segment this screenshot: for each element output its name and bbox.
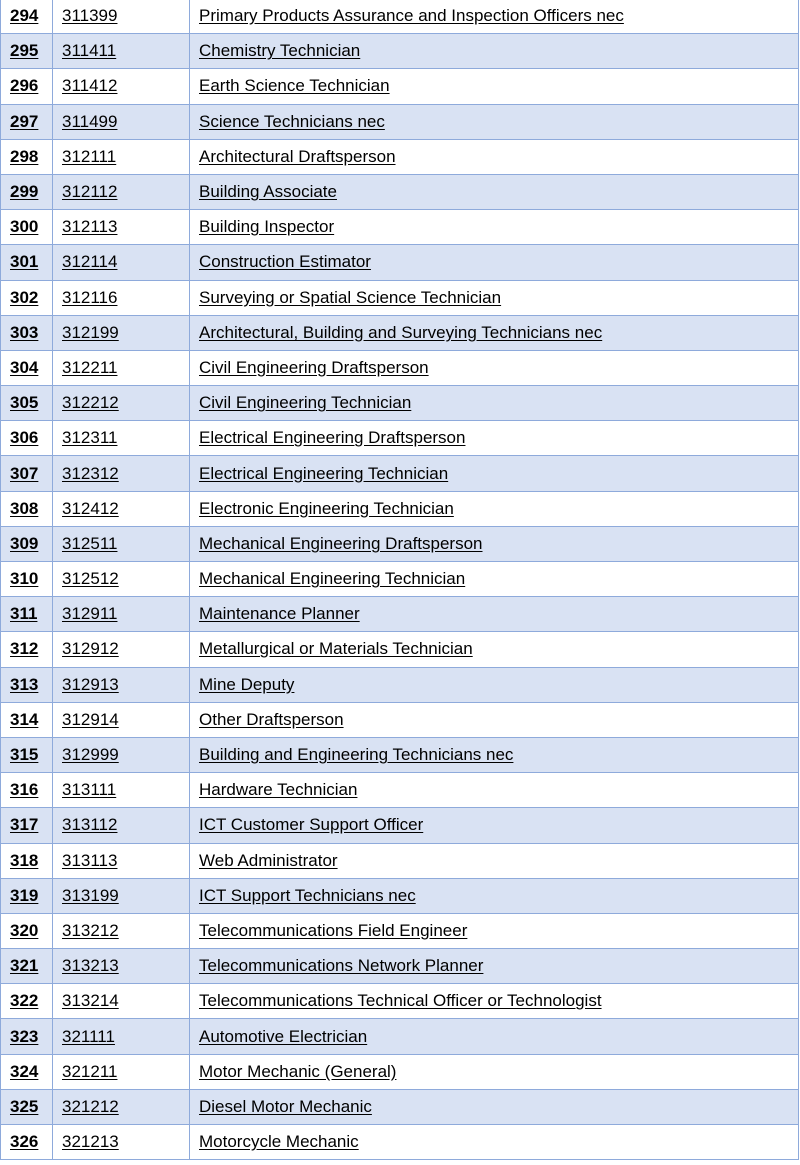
name-cell (190, 280, 799, 315)
code-cell (53, 491, 190, 526)
occupation-name-link[interactable]: Primary Products Assurance and Inspection Officers nec (199, 6, 624, 26)
code-cell (53, 702, 190, 737)
code-cell (53, 737, 190, 772)
name-cell (190, 949, 799, 984)
occupation-name-link[interactable]: Motor Mechanic (General) (199, 1061, 397, 1081)
num-cell (1, 632, 53, 667)
code-cell (53, 386, 190, 421)
table-row (1, 773, 799, 808)
occupation-code-link[interactable]: 313213 (62, 956, 119, 976)
table-row (1, 491, 799, 526)
name-cell (190, 139, 799, 174)
row-number[interactable]: 325 (10, 1096, 39, 1116)
row-number[interactable]: 317 (10, 815, 39, 835)
table-row (1, 843, 799, 878)
table-row (1, 667, 799, 702)
occupation-name-link[interactable]: Building and Engineering Technicians nec (199, 745, 514, 765)
name-cell (190, 104, 799, 139)
num-cell (1, 491, 53, 526)
table-row (1, 1054, 799, 1089)
table-row (1, 421, 799, 456)
code-cell (53, 315, 190, 350)
occupation-name-link[interactable]: Maintenance Planner (199, 604, 360, 624)
num-cell (1, 0, 53, 34)
row-number[interactable]: 298 (10, 146, 39, 166)
occupation-name-link[interactable]: Building Associate (199, 182, 337, 202)
row-number[interactable]: 299 (10, 182, 39, 202)
occupation-name-link[interactable]: Telecommunications Technical Officer or Technologist (199, 991, 602, 1011)
num-cell (1, 386, 53, 421)
code-cell (53, 562, 190, 597)
num-cell (1, 456, 53, 491)
code-cell (53, 913, 190, 948)
code-cell (53, 597, 190, 632)
name-cell (190, 562, 799, 597)
num-cell (1, 1125, 53, 1160)
name-cell (190, 808, 799, 843)
row-number[interactable]: 307 (10, 463, 39, 483)
row-number[interactable]: 303 (10, 322, 39, 342)
occupation-code-link[interactable]: 312312 (62, 463, 119, 483)
row-number[interactable]: 314 (10, 709, 39, 729)
num-cell (1, 949, 53, 984)
occupation-code-link[interactable]: 312211 (62, 357, 118, 377)
num-cell (1, 1054, 53, 1089)
name-cell (190, 984, 799, 1019)
occupation-name-link[interactable]: Telecommunications Field Engineer (199, 920, 468, 940)
num-cell (1, 597, 53, 632)
table-row (1, 1089, 799, 1124)
num-cell (1, 1019, 53, 1054)
occupation-code-link[interactable]: 311499 (62, 111, 118, 131)
row-number[interactable]: 313 (10, 674, 39, 694)
occupation-code-link[interactable]: 313111 (62, 780, 117, 800)
name-cell (190, 1054, 799, 1089)
name-cell (190, 1089, 799, 1124)
table-row (1, 386, 799, 421)
occupation-name-link[interactable]: Civil Engineering Technician (199, 393, 412, 413)
row-number[interactable]: 301 (10, 252, 39, 272)
table-row (1, 1019, 799, 1054)
occupation-code-link[interactable]: 311411 (62, 41, 117, 61)
occupation-code-link[interactable]: 321111 (62, 1026, 115, 1046)
num-cell (1, 913, 53, 948)
occupation-code-link[interactable]: 313214 (62, 991, 119, 1011)
num-cell (1, 773, 53, 808)
table-row (1, 984, 799, 1019)
row-number[interactable]: 316 (10, 780, 39, 800)
table-row (1, 350, 799, 385)
occupation-name-link[interactable]: Science Technicians nec (199, 111, 385, 131)
num-cell (1, 280, 53, 315)
code-cell (53, 280, 190, 315)
occupation-name-link[interactable]: Building Inspector (199, 217, 335, 237)
occupation-name-link[interactable]: Construction Estimator (199, 252, 371, 272)
occupation-table-body (1, 0, 799, 1160)
occupation-name-link[interactable]: Mechanical Engineering Draftsperson (199, 533, 483, 553)
occupation-name-link[interactable]: Motorcycle Mechanic (199, 1132, 359, 1152)
code-cell (53, 1019, 190, 1054)
occupation-name-link[interactable]: Automotive Electrician (199, 1026, 368, 1046)
occupation-code-link[interactable]: 312911 (62, 604, 118, 624)
code-cell (53, 808, 190, 843)
row-number[interactable]: 300 (10, 217, 39, 237)
occupation-code-link[interactable]: 311412 (62, 76, 118, 96)
occupation-code-link[interactable]: 312912 (62, 639, 119, 659)
num-cell (1, 69, 53, 104)
occupation-code-link[interactable]: 312914 (62, 709, 119, 729)
num-cell (1, 878, 53, 913)
name-cell (190, 913, 799, 948)
num-cell (1, 526, 53, 561)
code-cell (53, 1054, 190, 1089)
occupation-code-link[interactable]: 313199 (62, 885, 119, 905)
name-cell (190, 421, 799, 456)
name-cell (190, 773, 799, 808)
code-cell (53, 773, 190, 808)
table-row (1, 526, 799, 561)
occupation-code-link[interactable]: 313212 (62, 920, 119, 940)
code-cell (53, 878, 190, 913)
code-cell (53, 34, 190, 69)
row-number[interactable]: 294 (10, 6, 39, 26)
occupation-name-link[interactable]: Architectural, Building and Surveying Technicians nec (199, 322, 603, 342)
num-cell (1, 562, 53, 597)
occupation-name-link[interactable]: ICT Customer Support Officer (199, 815, 424, 835)
table-row (1, 210, 799, 245)
occupation-code-link[interactable]: 312999 (62, 745, 119, 765)
table-row (1, 737, 799, 772)
table-row (1, 174, 799, 209)
row-number[interactable]: 311 (10, 604, 38, 624)
num-cell (1, 139, 53, 174)
occupation-name-link[interactable]: Surveying or Spatial Science Technician (199, 287, 502, 307)
occupation-code-link[interactable]: 312511 (62, 533, 118, 553)
occupation-code-link[interactable]: 321212 (62, 1096, 119, 1116)
code-cell (53, 984, 190, 1019)
num-cell (1, 315, 53, 350)
occupation-name-link[interactable]: Web Administrator (199, 850, 338, 870)
code-cell (53, 139, 190, 174)
code-cell (53, 69, 190, 104)
name-cell (190, 491, 799, 526)
table-row (1, 878, 799, 913)
occupation-code-link[interactable]: 312116 (62, 287, 118, 307)
num-cell (1, 737, 53, 772)
name-cell (190, 456, 799, 491)
row-number[interactable]: 319 (10, 885, 39, 905)
occupation-name-link[interactable]: Electrical Engineering Technician (199, 463, 449, 483)
num-cell (1, 350, 53, 385)
name-cell (190, 1019, 799, 1054)
code-cell (53, 210, 190, 245)
table-row (1, 949, 799, 984)
table-row (1, 245, 799, 280)
code-cell (53, 104, 190, 139)
code-cell (53, 949, 190, 984)
name-cell (190, 350, 799, 385)
occupation-name-link[interactable]: Hardware Technician (199, 780, 358, 800)
row-number[interactable]: 324 (10, 1061, 39, 1081)
occupation-code-link[interactable]: 312412 (62, 498, 119, 518)
occupation-code-link[interactable]: 312199 (62, 322, 119, 342)
code-cell (53, 456, 190, 491)
code-cell (53, 1125, 190, 1160)
num-cell (1, 702, 53, 737)
table-row (1, 702, 799, 737)
row-number[interactable]: 295 (10, 41, 39, 61)
name-cell (190, 245, 799, 280)
row-number[interactable]: 318 (10, 850, 39, 870)
row-number[interactable]: 322 (10, 991, 39, 1011)
occupation-name-link[interactable]: Metallurgical or Materials Technician (199, 639, 473, 659)
name-cell (190, 737, 799, 772)
name-cell (190, 843, 799, 878)
table-row (1, 69, 799, 104)
num-cell (1, 984, 53, 1019)
name-cell (190, 667, 799, 702)
occupation-name-link[interactable]: Other Draftsperson (199, 709, 344, 729)
name-cell (190, 210, 799, 245)
name-cell (190, 315, 799, 350)
row-number[interactable]: 326 (10, 1132, 39, 1152)
code-cell (53, 526, 190, 561)
occupation-name-link[interactable]: Mechanical Engineering Technician (199, 569, 466, 589)
code-cell (53, 0, 190, 34)
row-number[interactable]: 321 (10, 956, 39, 976)
num-cell (1, 1089, 53, 1124)
name-cell (190, 878, 799, 913)
occupation-code-link[interactable]: 312913 (62, 674, 119, 694)
occupation-code-link[interactable]: 312212 (62, 393, 119, 413)
num-cell (1, 421, 53, 456)
occupation-code-link[interactable]: 312311 (62, 428, 118, 448)
occupation-code-link[interactable]: 313112 (62, 815, 118, 835)
row-number[interactable]: 310 (10, 569, 39, 589)
num-cell (1, 843, 53, 878)
name-cell (190, 386, 799, 421)
num-cell (1, 210, 53, 245)
name-cell (190, 632, 799, 667)
table-row (1, 632, 799, 667)
row-number[interactable]: 309 (10, 533, 39, 553)
name-cell (190, 702, 799, 737)
table-row (1, 456, 799, 491)
occupation-name-link[interactable]: ICT Support Technicians nec (199, 885, 416, 905)
code-cell (53, 350, 190, 385)
name-cell (190, 34, 799, 69)
row-number[interactable]: 315 (10, 745, 39, 765)
code-cell (53, 843, 190, 878)
occupation-name-link[interactable]: Chemistry Technician (199, 41, 361, 61)
row-number[interactable]: 306 (10, 428, 39, 448)
table-row (1, 0, 799, 34)
name-cell (190, 69, 799, 104)
table-row (1, 597, 799, 632)
code-cell (53, 1089, 190, 1124)
code-cell (53, 174, 190, 209)
table-row (1, 280, 799, 315)
occupation-name-link[interactable]: Architectural Draftsperson (199, 146, 396, 166)
code-cell (53, 421, 190, 456)
occupation-name-link[interactable]: Civil Engineering Draftsperson (199, 357, 429, 377)
occupation-code-link[interactable]: 312114 (62, 252, 118, 272)
table-row (1, 1125, 799, 1160)
num-cell (1, 667, 53, 702)
name-cell (190, 1125, 799, 1160)
occupation-name-link[interactable]: Mine Deputy (199, 674, 295, 694)
row-number[interactable]: 304 (10, 357, 39, 377)
occupation-code-link[interactable]: 311399 (62, 6, 118, 26)
code-cell (53, 632, 190, 667)
name-cell (190, 526, 799, 561)
occupation-code-link[interactable]: 312112 (62, 182, 118, 202)
table-row (1, 104, 799, 139)
table-row (1, 562, 799, 597)
row-number[interactable]: 305 (10, 393, 39, 413)
occupation-code-link[interactable]: 312113 (62, 217, 118, 237)
row-number[interactable]: 308 (10, 498, 39, 518)
num-cell (1, 174, 53, 209)
row-number[interactable]: 302 (10, 287, 39, 307)
row-number[interactable]: 297 (10, 111, 39, 131)
row-number[interactable]: 296 (10, 76, 39, 96)
occupation-name-link[interactable]: Telecommunications Network Planner (199, 956, 484, 976)
occupation-code-link[interactable]: 312111 (62, 146, 117, 166)
occupation-name-link[interactable]: Diesel Motor Mechanic (199, 1096, 372, 1116)
name-cell (190, 174, 799, 209)
num-cell (1, 245, 53, 280)
table-row (1, 139, 799, 174)
occupation-code-link[interactable]: 321211 (62, 1061, 118, 1081)
code-cell (53, 667, 190, 702)
occupation-name-link[interactable]: Electrical Engineering Draftsperson (199, 428, 466, 448)
occupation-name-link[interactable]: Electronic Engineering Technician (199, 498, 454, 518)
num-cell (1, 104, 53, 139)
num-cell (1, 808, 53, 843)
table-row (1, 315, 799, 350)
name-cell (190, 597, 799, 632)
table-row (1, 808, 799, 843)
row-number[interactable]: 320 (10, 920, 39, 940)
name-cell (190, 0, 799, 34)
occupation-code-link[interactable]: 312512 (62, 569, 119, 589)
row-number[interactable]: 312 (10, 639, 39, 659)
occupation-code-link[interactable]: 321213 (62, 1132, 119, 1152)
occupation-code-link[interactable]: 313113 (62, 850, 118, 870)
table-row (1, 34, 799, 69)
row-number[interactable]: 323 (10, 1026, 39, 1046)
num-cell (1, 34, 53, 69)
code-cell (53, 245, 190, 280)
table-row (1, 913, 799, 948)
occupation-name-link[interactable]: Earth Science Technician (199, 76, 390, 96)
